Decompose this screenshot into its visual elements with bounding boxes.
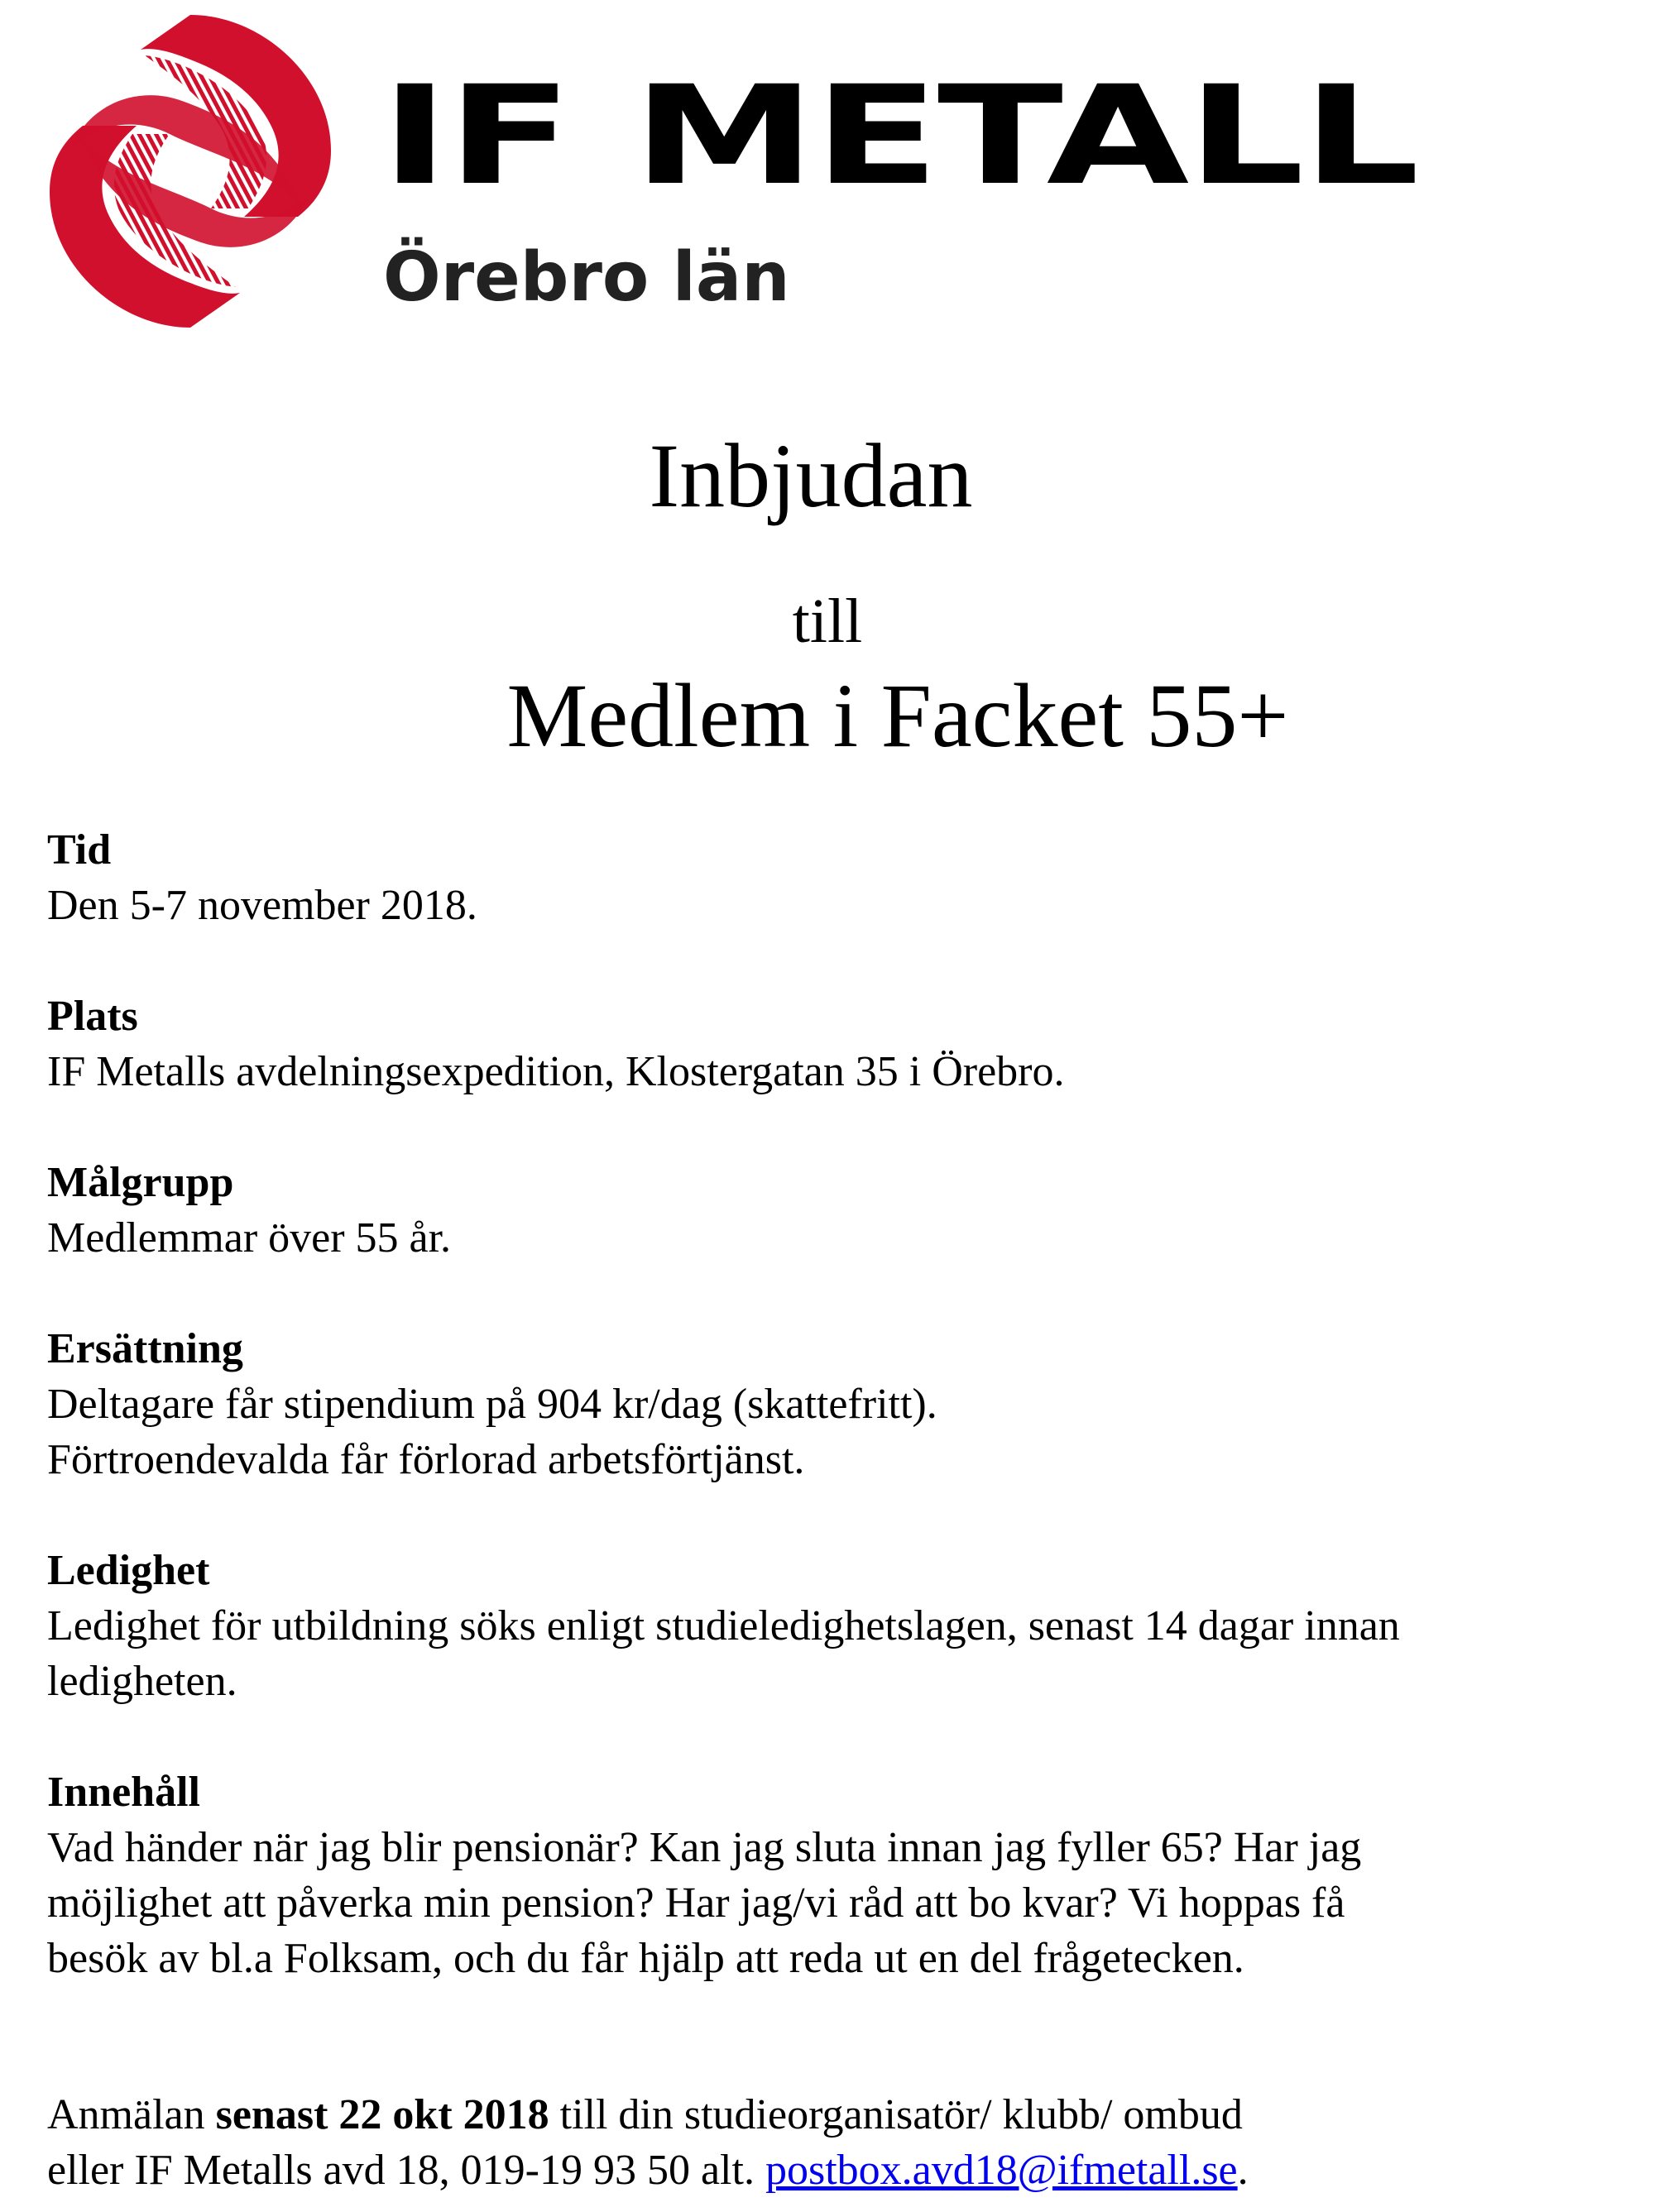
title-course-name: Medlem i Facket 55+	[506, 665, 1289, 766]
section-text: Deltagare får stipendium på 904 kr/dag (skattefritt).	[47, 1381, 937, 1428]
contact-text: eller IF Metalls avd 18, 019-19 93 50 alt.	[47, 2147, 765, 2194]
section-heading: Tid	[47, 826, 112, 874]
logo-title: IF METALL	[381, 56, 1418, 215]
section-text: Den 5-7 november 2018.	[47, 882, 477, 929]
registration-line-2	[47, 2143, 1644, 2198]
registration-prefix: Anmälan	[47, 2091, 216, 2138]
section-text: ledigheten.	[47, 1658, 237, 1705]
section-malgrupp	[47, 1155, 1644, 1266]
section-ledighet	[47, 1543, 1644, 1709]
document-body	[47, 822, 1644, 1986]
section-heading: Plats	[47, 993, 138, 1040]
section-tid	[47, 822, 1644, 933]
registration-line-1	[47, 2087, 1644, 2143]
section-text: Förtroendevalda får förlorad arbetsförtjänst.	[47, 1436, 805, 1483]
section-ersattning	[47, 1321, 1644, 1487]
registration-info	[47, 2087, 1644, 2198]
title-invitation: Inbjudan	[649, 425, 973, 526]
title-till: till	[792, 587, 863, 656]
section-text: möjlighet att påverka min pension? Har jag/vi råd att bo kvar? Vi hoppas få	[47, 1879, 1345, 1927]
section-text: Medlemmar över 55 år.	[47, 1214, 452, 1262]
email-link[interactable]: postbox.avd18@ifmetall.se	[765, 2147, 1238, 2194]
section-text: Ledighet för utbildning söks enligt studieledighetslagen, senast 14 dagar innan	[47, 1602, 1400, 1649]
if-metall-logo	[46, 10, 1418, 333]
section-heading: Ersättning	[47, 1325, 243, 1372]
registration-deadline: senast 22 okt 2018	[215, 2091, 549, 2138]
section-text: besök av bl.a Folksam, och du får hjälp att reda ut en del frågetecken.	[47, 1935, 1244, 1982]
if-metall-logo-icon	[46, 10, 335, 333]
section-text: Vad händer när jag blir pensionär? Kan jag sluta innan jag fyller 65? Har jag	[47, 1824, 1362, 1871]
section-heading: Ledighet	[47, 1547, 210, 1594]
section-heading: Målgrupp	[47, 1159, 234, 1206]
registration-suffix: till din studieorganisatör/ klubb/ ombud	[549, 2091, 1243, 2138]
contact-suffix: .	[1237, 2147, 1249, 2194]
section-heading: Innehåll	[47, 1769, 200, 1816]
section-innehall	[47, 1764, 1644, 1986]
section-plats	[47, 989, 1644, 1099]
section-text: IF Metalls avdelningsexpedition, Klostergatan 35 i Örebro.	[47, 1048, 1065, 1095]
logo-subtitle: Örebro län	[383, 238, 790, 317]
